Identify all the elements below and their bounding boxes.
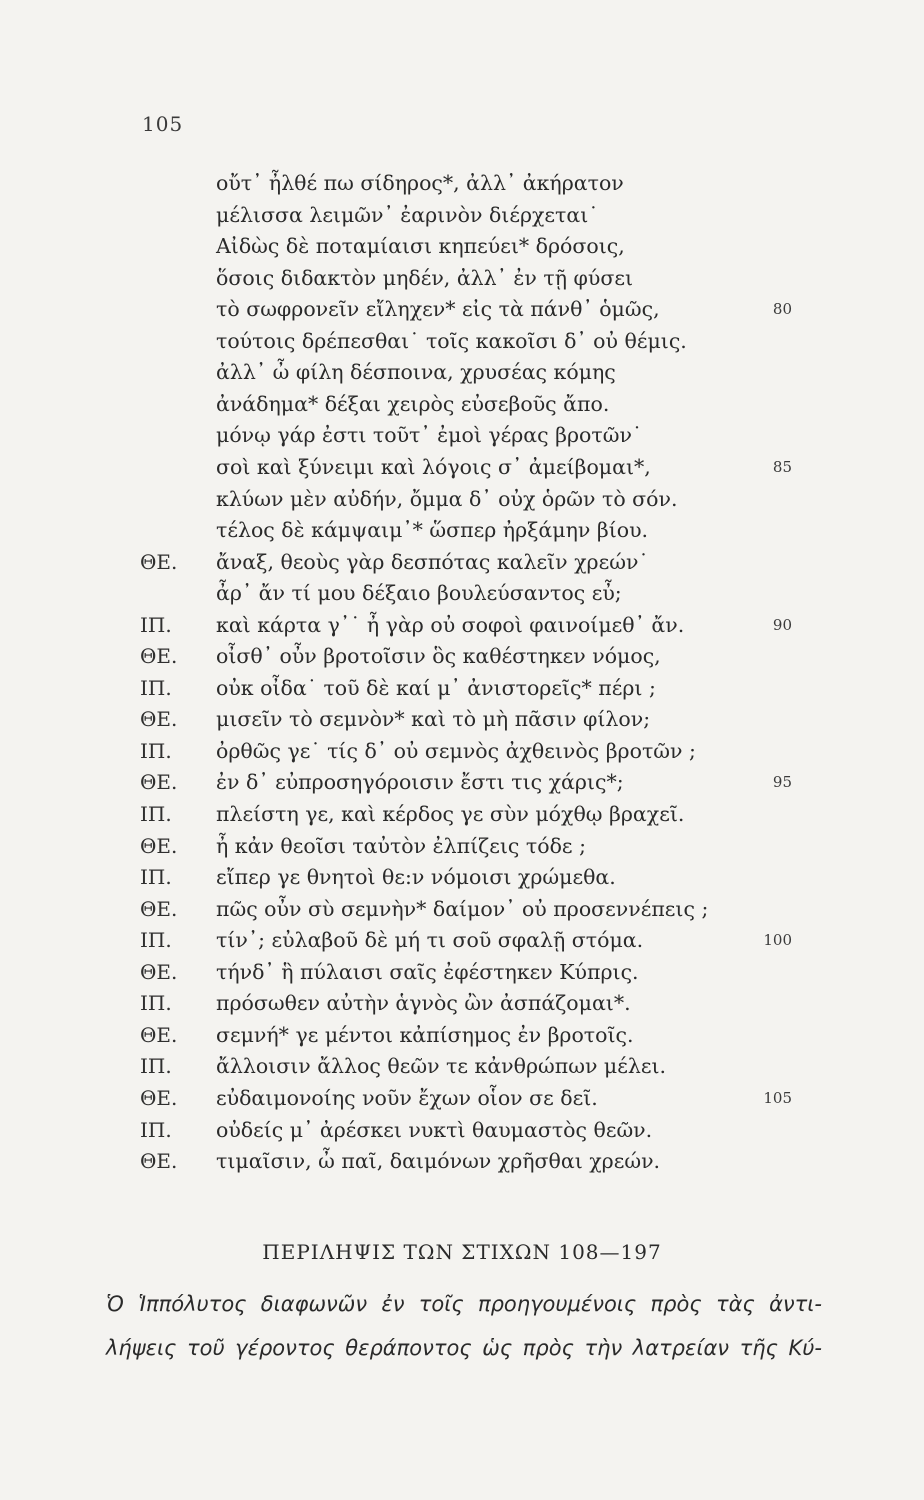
verse-line bbox=[0, 1019, 924, 1051]
verse-line bbox=[0, 546, 924, 578]
verse-text: κλύων μὲν αὐδήν, ὄμμα δ᾽ οὐχ ὁρῶν τὸ σόν. bbox=[216, 486, 678, 511]
verse-text: τέλος δὲ κάμψαιμ᾽* ὥσπερ ἠρξάμην βίου. bbox=[216, 518, 649, 543]
verse-text: μόνῳ γάρ ἐστι τοῦτ᾽ ἐμοὶ γέρας βροτῶν˙ bbox=[216, 423, 643, 448]
verse-text: τίν᾽; εὐλαβοῦ δὲ μή τι σοῦ σφαλῇ στόμα. bbox=[216, 928, 644, 953]
page-number: 105 bbox=[142, 112, 184, 136]
speaker-label: ΙΠ. bbox=[140, 738, 172, 763]
verse-line bbox=[0, 672, 924, 704]
verse-text: Αἰδὼς δὲ ποταμίαισι κηπεύει* δρόσοις, bbox=[216, 234, 625, 259]
verse-line bbox=[0, 167, 924, 199]
verse-text: ἀλλ᾽ ὦ φίλη δέσποινα, χρυσέας κόμης bbox=[216, 360, 616, 385]
verse-line bbox=[0, 924, 924, 956]
verse-text: οὔτ᾽ ἦλθέ πω σίδηρος*, ἀλλ᾽ ἀκήρατον bbox=[216, 171, 624, 195]
verse-text: εἴπερ γε θνητοὶ θε:ν νόμοισι χρώμεθα. bbox=[216, 865, 616, 890]
speaker-label: ΙΠ. bbox=[140, 675, 172, 700]
verse-line bbox=[0, 703, 924, 735]
speaker-label: ΘΕ. bbox=[140, 896, 178, 921]
verse-line bbox=[0, 262, 924, 294]
verse-line bbox=[0, 514, 924, 546]
verse-text: μισεῖν τὸ σεμνὸν* καὶ τὸ μὴ πᾶσιν φίλον; bbox=[216, 707, 651, 732]
verse-line bbox=[0, 293, 924, 325]
speaker-label: ΘΕ. bbox=[140, 770, 178, 795]
speaker-label: ΙΠ. bbox=[140, 1054, 172, 1079]
line-number: 80 bbox=[772, 300, 792, 319]
verse-text: οἶσθ᾽ οὖν βροτοῖσιν ὃς καθέστηκεν νόμος, bbox=[216, 644, 661, 669]
speaker-label: ΘΕ. bbox=[140, 1085, 178, 1110]
verse-line bbox=[0, 230, 924, 262]
verse-text: ἦ κἀν θεοῖσι ταὐτὸν ἐλπίζεις τόδε ; bbox=[216, 833, 586, 858]
verse-line bbox=[0, 640, 924, 672]
verse-line bbox=[0, 798, 924, 830]
verse-text: τιμαῖσιν, ὦ παῖ, δαιμόνων χρῆσθαι χρεών. bbox=[216, 1149, 661, 1174]
speaker-label: ΘΕ. bbox=[140, 549, 178, 574]
verse-line bbox=[0, 766, 924, 798]
verse-line bbox=[0, 419, 924, 451]
line-number: 85 bbox=[772, 457, 792, 476]
speaker-label: ΘΕ. bbox=[140, 1022, 178, 1047]
verse-line bbox=[0, 388, 924, 420]
verse-text: ἐν δ᾽ εὐπροσηγόροισιν ἔστι τις χάρις*; bbox=[216, 770, 624, 795]
verse-line bbox=[0, 609, 924, 641]
line-number: 95 bbox=[772, 773, 792, 792]
verse-text: ὀρθῶς γε˙ τίς δ᾽ οὐ σεμνὸς ἀχθεινὸς βροτῶν ; bbox=[216, 738, 696, 763]
verse-line bbox=[0, 987, 924, 1019]
line-number: 90 bbox=[772, 615, 792, 634]
verse-text: σοὶ καὶ ξύνειμι καὶ λόγοις σ᾽ ἀμείβομαι*, bbox=[216, 454, 651, 479]
verse-text: πῶς οὖν σὺ σεμνὴν* δαίμον᾽ οὐ προσεννέπεις ; bbox=[216, 896, 709, 921]
verse-text: οὐκ οἶδα˙ τοῦ δὲ καί μ᾽ ἀνιστορεῖς* πέρι ; bbox=[216, 675, 656, 700]
verse-line bbox=[0, 956, 924, 988]
speaker-label: ΙΠ. bbox=[140, 991, 172, 1016]
prose-line: Ὁ Ἱππόλυτος διαφωνῶν ἐν τοῖς προηγουμένοις πρὸς τὰς ἀντι- bbox=[106, 1292, 822, 1316]
verse-line bbox=[0, 1145, 924, 1177]
speaker-label: ΘΕ. bbox=[140, 707, 178, 732]
verse-text: οὐδείς μ᾽ ἀρέσκει νυκτὶ θαυμαστὸς θεῶν. bbox=[216, 1117, 653, 1142]
verse-line bbox=[0, 577, 924, 609]
verse-line bbox=[0, 1114, 924, 1146]
verse-text: τούτοις δρέπεσθαι˙ τοῖς κακοῖσι δ᾽ οὐ θέμις. bbox=[216, 328, 687, 353]
verse-line bbox=[0, 199, 924, 231]
section-title: ΠΕΡΙΛΗΨΙΣ ΤΩΝ ΣΤΙΧΩΝ 108—197 bbox=[262, 1240, 662, 1264]
line-number: 100 bbox=[763, 931, 792, 950]
verse-line bbox=[0, 325, 924, 357]
verse-text: ἄλλοισιν ἄλλος θεῶν τε κἀνθρώπων μέλει. bbox=[216, 1054, 667, 1079]
verse-line bbox=[0, 1050, 924, 1082]
verse-line bbox=[0, 356, 924, 388]
verse-line bbox=[0, 861, 924, 893]
verse-text: πλείστη γε, καὶ κέρδος γε σὺν μόχθῳ βραχεῖ. bbox=[216, 802, 685, 826]
verse-line bbox=[0, 1082, 924, 1114]
speaker-label: ΙΠ. bbox=[140, 802, 172, 826]
verse-line bbox=[0, 893, 924, 925]
speaker-label: ΘΕ. bbox=[140, 644, 178, 669]
verse-text: τὸ σωφρονεῖν εἴληχεν* εἰς τὰ πάνθ᾽ ὁμῶς, bbox=[216, 297, 660, 322]
verse-text: ὅσοις διδακτὸν μηδέν, ἀλλ᾽ ἐν τῇ φύσει bbox=[216, 265, 633, 290]
speaker-label: ΙΠ. bbox=[140, 1117, 172, 1142]
verse-text: εὐδαιμονοίης νοῦν ἔχων οἷον σε δεῖ. bbox=[216, 1085, 598, 1110]
verse-line bbox=[0, 735, 924, 767]
verse-text: καὶ κάρτα γ᾽˙ ἦ γὰρ οὐ σοφοὶ φαινοίμεθ᾽ ἄν. bbox=[216, 612, 685, 637]
speaker-label: ΘΕ. bbox=[140, 1149, 178, 1174]
verse-text: μέλισσα λειμῶν᾽ ἐαρινὸν διέρχεται˙ bbox=[216, 202, 599, 227]
verse-text: ἆρ᾽ ἄν τί μου δέξαιο βουλεύσαντος εὖ; bbox=[216, 581, 622, 606]
verse-line bbox=[0, 483, 924, 515]
line-number: 105 bbox=[763, 1088, 792, 1107]
speaker-label: ΙΠ. bbox=[140, 612, 172, 637]
verse-text: τήνδ᾽ ἣ πύλαισι σαῖς ἐφέστηκεν Κύπρις. bbox=[216, 959, 639, 984]
speaker-label: ΘΕ. bbox=[140, 833, 178, 858]
speaker-label: ΙΠ. bbox=[140, 865, 172, 890]
verse-line bbox=[0, 451, 924, 483]
speaker-label: ΙΠ. bbox=[140, 928, 172, 953]
verse-text: πρόσωθεν αὐτὴν ἁγνὸς ὢν ἀσπάζομαι*. bbox=[216, 991, 631, 1016]
verse-text: σεμνή* γε μέντοι κἀπίσημος ἐν βροτοῖς. bbox=[216, 1022, 634, 1047]
prose-line: λήψεις τοῦ γέροντος θεράποντος ὡς πρὸς τὴν λατρείαν τῆς Κύ- bbox=[106, 1336, 822, 1360]
verse-text: ἀνάδημα* δέξαι χειρὸς εὐσεβοῦς ἄπο. bbox=[216, 391, 610, 416]
speaker-label: ΘΕ. bbox=[140, 959, 178, 984]
verse-text: ἄναξ, θεοὺς γὰρ δεσπότας καλεῖν χρεών˙ bbox=[216, 549, 649, 574]
verse-line bbox=[0, 830, 924, 862]
